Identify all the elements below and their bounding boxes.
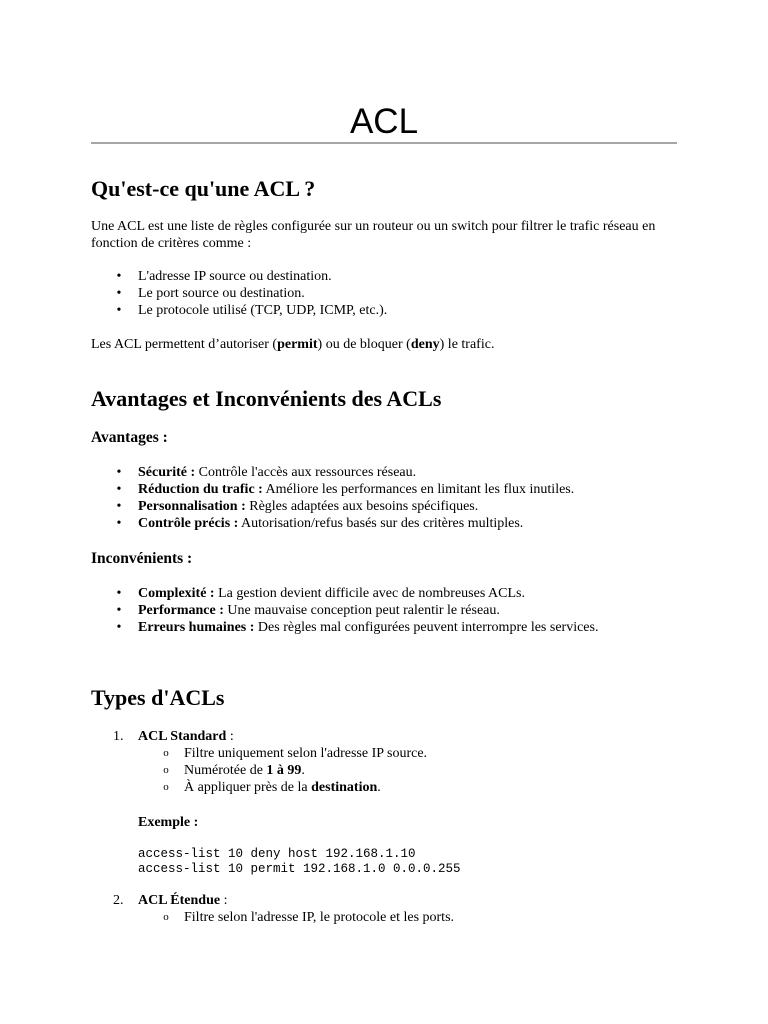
list-item — [91, 481, 574, 498]
list-item-text: Le port source ou destination. — [138, 286, 305, 301]
list-item-text: Filtre selon l'adresse IP, le protocole et les ports. — [184, 910, 455, 925]
list-item — [91, 585, 598, 602]
list-item-term: Erreurs humaines : — [138, 620, 255, 635]
list-number: 1. — [113, 729, 124, 744]
list-item — [91, 302, 387, 319]
bullet-icon: • — [116, 620, 122, 635]
section-heading-pros-cons: Avantages et Inconvénients des ACLs — [91, 386, 442, 411]
list-item-text: Numérotée de — [184, 763, 267, 778]
bullet-icon: • — [116, 499, 122, 514]
list-item-text: L'adresse IP source ou destination. — [138, 269, 332, 284]
bullet-icon: • — [116, 516, 122, 531]
list-item-term: Contrôle précis : — [138, 516, 239, 531]
list-item-text: Règles adaptées aux besoins spécifiques. — [245, 499, 479, 514]
list-item-text: Filtre uniquement selon l'adresse IP source. — [184, 746, 428, 761]
list-item — [91, 762, 427, 779]
acl-standard-details — [91, 745, 427, 796]
list-item — [91, 268, 387, 285]
bullet-icon: • — [116, 303, 122, 318]
bullet-icon: • — [116, 482, 122, 497]
advantages-list — [91, 464, 574, 532]
acl-types-list — [91, 728, 234, 745]
list-item-acl-extended — [91, 892, 227, 909]
list-item — [91, 498, 574, 515]
code-block — [138, 847, 461, 877]
disadvantages-list — [91, 585, 598, 636]
criteria-list — [91, 268, 387, 319]
list-item-term: Performance : — [138, 603, 224, 618]
deny-keyword: deny — [410, 337, 440, 352]
code-line: access-list 10 permit 192.168.1.0 0.0.0.255 — [138, 862, 461, 876]
list-item-text: Une mauvaise conception peut ralentir le réseau. — [223, 603, 500, 618]
list-item-acl-standard — [91, 728, 234, 745]
list-item — [91, 285, 387, 302]
advantages-heading: Avantages : — [91, 429, 168, 446]
list-item — [91, 909, 454, 926]
summary-text: ) le trafic. — [439, 337, 495, 352]
list-item-text: Des règles mal configurées peuvent interrompre les services. — [254, 620, 599, 635]
list-item-text: Améliore les performances en limitant les flux inutiles. — [262, 482, 575, 497]
code-line: access-list 10 deny host 192.168.1.10 — [138, 847, 416, 861]
section-heading-what-is-acl: Qu'est-ce qu'une ACL ? — [91, 176, 316, 201]
list-item — [91, 745, 427, 762]
list-item-text: Autorisation/refus basés sur des critères multiples. — [238, 516, 524, 531]
bullet-icon: • — [116, 286, 122, 301]
circle-bullet-icon: o — [163, 764, 169, 776]
list-item-text: La gestion devient difficile avec de nombreuses ACLs. — [214, 586, 525, 601]
permit-keyword: permit — [277, 337, 318, 352]
list-item — [91, 602, 598, 619]
example-label-text: Exemple : — [138, 815, 199, 830]
list-item — [91, 619, 598, 636]
list-item-term: Complexité : — [138, 586, 215, 601]
list-item-text: Contrôle l'accès aux ressources réseau. — [195, 465, 417, 480]
list-item-text: Le protocole utilisé (TCP, UDP, ICMP, etc.). — [138, 303, 388, 318]
list-item-term: Réduction du trafic : — [138, 482, 263, 497]
list-item-text: À appliquer près de la — [184, 780, 312, 795]
list-number: 2. — [113, 893, 124, 908]
acl-type-name: ACL Étendue — [138, 893, 221, 908]
list-item — [91, 779, 427, 796]
summary-paragraph — [91, 336, 677, 353]
acl-extended-details — [91, 909, 454, 926]
acl-type-suffix: : — [220, 893, 228, 908]
acl-type-name: ACL Standard — [138, 729, 227, 744]
acl-type-suffix: : — [226, 729, 234, 744]
disadvantages-heading: Inconvénients : — [91, 550, 193, 567]
list-item-text: . — [377, 780, 381, 795]
list-item — [91, 515, 574, 532]
bullet-icon: • — [116, 603, 122, 618]
acl-types-list-continued — [91, 892, 227, 909]
bullet-icon: • — [116, 586, 122, 601]
summary-text: Les ACL permettent d’autoriser ( — [91, 337, 278, 352]
bullet-icon: • — [116, 269, 122, 284]
list-item-text: . — [301, 763, 305, 778]
circle-bullet-icon: o — [163, 747, 169, 759]
circle-bullet-icon: o — [163, 781, 169, 793]
bullet-icon: • — [116, 465, 122, 480]
list-item-emphasis: 1 à 99 — [266, 763, 302, 778]
list-item-term: Sécurité : — [138, 465, 196, 480]
section-heading-acl-types: Types d'ACLs — [91, 685, 225, 710]
example-label — [138, 814, 677, 831]
title-rule — [91, 142, 677, 144]
document-title: ACL — [349, 102, 419, 141]
list-item-emphasis: destination — [311, 780, 378, 795]
intro-paragraph: Une ACL est une liste de règles configurée sur un routeur ou un switch pour filtrer le trafic réseau en fonction de critères comme : — [91, 219, 656, 251]
circle-bullet-icon: o — [163, 911, 169, 923]
list-item-term: Personnalisation : — [138, 499, 246, 514]
summary-text: ) ou de bloquer ( — [317, 337, 411, 352]
list-item — [91, 464, 574, 481]
